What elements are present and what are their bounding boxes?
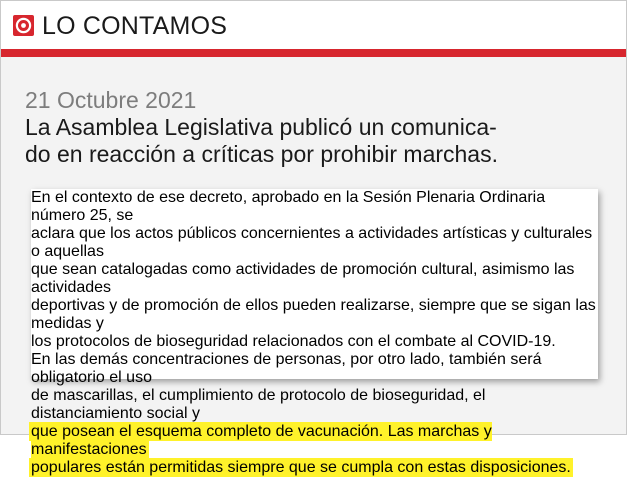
- section-header: [1, 1, 626, 51]
- highlighted-line: [31, 423, 598, 459]
- document-excerpt: [31, 189, 598, 476]
- article-date: 21 Octubre 2021: [25, 87, 197, 113]
- text-line: aclara que los actos públicos concernientes a actividades artísticas y culturales o aquellas: [31, 225, 593, 260]
- text-line: En las demás concentraciones de personas, por otro lado, también será obligatorio el uso: [31, 351, 542, 386]
- text-line: los protocolos de bioseguridad relacionados con el combate al COVID-19.: [31, 333, 556, 350]
- text-line: que sean catalogadas como actividades de promoción cultural, asimismo las actividades: [31, 261, 575, 296]
- section-divider: [1, 49, 626, 57]
- highlight-mark: populares están permitidas siempre que se cumpla con estas disposiciones.: [31, 459, 571, 476]
- section-label: LO CONTAMOS: [42, 12, 228, 40]
- headline-line: do en reacción a críticas por prohibir marchas.: [25, 141, 498, 167]
- target-icon: [13, 15, 34, 36]
- text-line: En el contexto de ese decreto, aprobado en la Sesión Plenaria Ordinaria número 25, se: [31, 189, 546, 224]
- highlight-mark: que posean el esquema completo de vacunación. Las marchas y manifestaciones: [31, 423, 492, 458]
- article-headline: [25, 114, 585, 168]
- text-line: deportivas y de promoción de ellos pueden realizarse, siempre que se sigan las medidas y: [31, 297, 596, 332]
- text-line: de mascarillas, el cumplimiento de protocolo de bioseguridad, el distanciamiento social y: [31, 387, 486, 422]
- highlighted-line: [31, 459, 598, 477]
- headline-line: La Asamblea Legislativa publicó un comunica-: [25, 114, 497, 140]
